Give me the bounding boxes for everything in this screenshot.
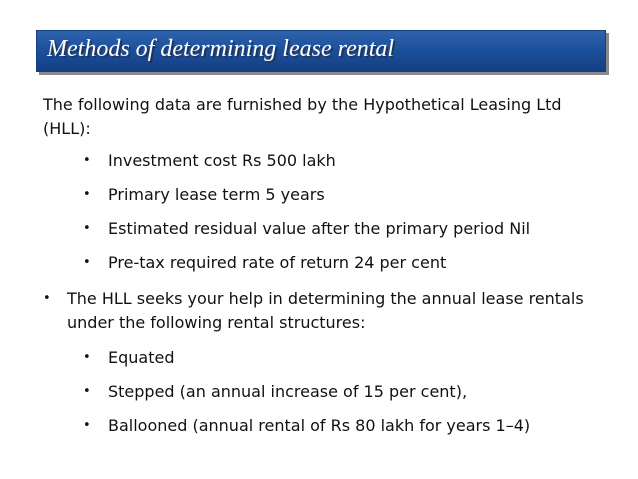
structure-text: Equated [108, 348, 175, 367]
bullet-icon: • [43, 291, 51, 306]
question-list [43, 287, 608, 449]
slide-title: Methods of determining lease rental [47, 36, 395, 62]
bullet-icon: • [83, 221, 91, 236]
question-item [43, 287, 608, 449]
data-point-item [43, 150, 608, 184]
bullet-icon: • [83, 255, 91, 270]
data-point-text: Investment cost Rs 500 lakh [108, 151, 336, 170]
data-point-item [43, 218, 608, 252]
slide-content [43, 93, 608, 449]
data-point-text: Estimated residual value after the primary period Nil [108, 219, 531, 238]
structure-item [67, 347, 608, 381]
structure-text: Ballooned (annual rental of Rs 80 lakh for years 1–4) [108, 416, 531, 435]
bullet-icon: • [83, 384, 91, 399]
structures-list [67, 347, 608, 449]
question-text: The HLL seeks your help in determining the annual lease rentals under the following rental structures: [67, 289, 584, 332]
data-point-text: Primary lease term 5 years [108, 185, 325, 204]
bullet-icon: • [83, 153, 91, 168]
data-points-list [43, 150, 608, 286]
intro-text: The following data are furnished by the Hypothetical Leasing Ltd (HLL): [43, 95, 562, 138]
data-point-text: Pre-tax required rate of return 24 per cent [108, 253, 447, 272]
structure-item [67, 415, 608, 449]
bullet-icon: • [83, 418, 91, 433]
bullet-icon: • [83, 350, 91, 365]
bullet-icon: • [83, 187, 91, 202]
structure-item [67, 381, 608, 415]
data-point-item [43, 184, 608, 218]
title-bar [36, 30, 606, 72]
data-point-item [43, 252, 608, 286]
structure-text: Stepped (an annual increase of 15 per cent), [108, 382, 468, 401]
